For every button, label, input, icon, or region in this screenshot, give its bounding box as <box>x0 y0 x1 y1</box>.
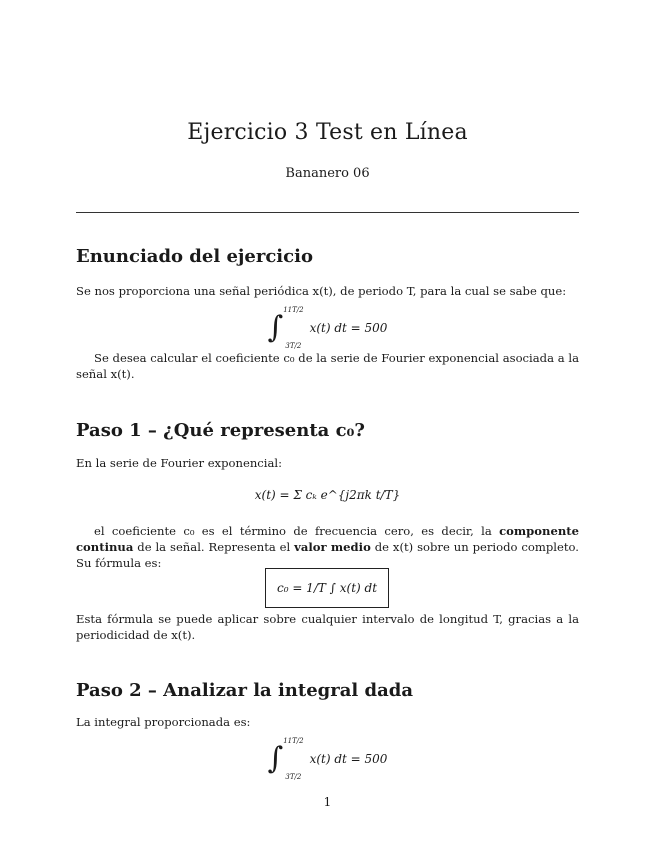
section-heading-paso1: Paso 1 – ¿Qué representa c₀? <box>76 420 365 441</box>
text-segment: el coeficiente c₀ es el término de frecuencia cero, es decir, la <box>94 524 500 538</box>
section-heading-enunciado: Enunciado del ejercicio <box>76 246 313 267</box>
paragraph-objective: Se desea calcular el coeficiente c₀ de la serie de Fourier exponencial asociada a la señal x(t). <box>76 351 579 381</box>
equation-integral-2 <box>0 737 655 781</box>
integral-sign: ∫ <box>267 741 284 776</box>
equation-integral-1 <box>0 306 655 350</box>
equation-fourier-series <box>0 488 655 502</box>
text-segment: de la señal. Representa el <box>133 540 295 554</box>
section-heading-paso2: Paso 2 – Analizar la integral dada <box>76 680 413 701</box>
boxed-formula <box>265 568 389 608</box>
fourier-series-formula: x(t) = Σ cₖ e^{j2πk t/T} <box>254 488 401 502</box>
integral-body: x(t) dt = 500 <box>309 752 388 766</box>
boxed-formula-text: c₀ = 1/T ∫ x(t) dt <box>276 581 378 595</box>
text-segment: de x(t) sobre un periodo completo. Su fórmula es: <box>76 540 579 570</box>
bold-term-componente-continua: componente continua <box>76 524 579 554</box>
paragraph-intro: Se nos proporciona una señal periódica x(t), de periodo T, para la cual se sabe que: <box>76 284 567 298</box>
title-divider <box>76 212 579 213</box>
integral-limits <box>283 306 303 350</box>
integral-limits <box>283 737 303 781</box>
integral-lower-limit: 3T/2 <box>285 342 302 350</box>
paragraph-fourier-intro: En la serie de Fourier exponencial: <box>76 456 283 470</box>
integral-body: x(t) dt = 500 <box>309 321 388 335</box>
integral-lower-limit: 3T/2 <box>285 773 302 781</box>
page-number: 1 <box>323 795 332 809</box>
integral-upper-limit: 11T/2 <box>283 737 304 745</box>
bold-term-valor-medio: valor medio <box>294 540 371 554</box>
paragraph-c0-description <box>76 523 579 571</box>
paragraph-periodicity: Esta fórmula se puede aplicar sobre cualquier intervalo de longitud T, gracias a la periodicidad de x(t). <box>76 612 579 642</box>
paragraph-given-integral: La integral proporcionada es: <box>76 715 251 729</box>
document-title: Ejercicio 3 Test en Línea <box>187 120 468 145</box>
integral-upper-limit: 11T/2 <box>283 306 304 314</box>
integral-sign: ∫ <box>267 310 284 345</box>
document-author: Bananero 06 <box>285 166 370 181</box>
